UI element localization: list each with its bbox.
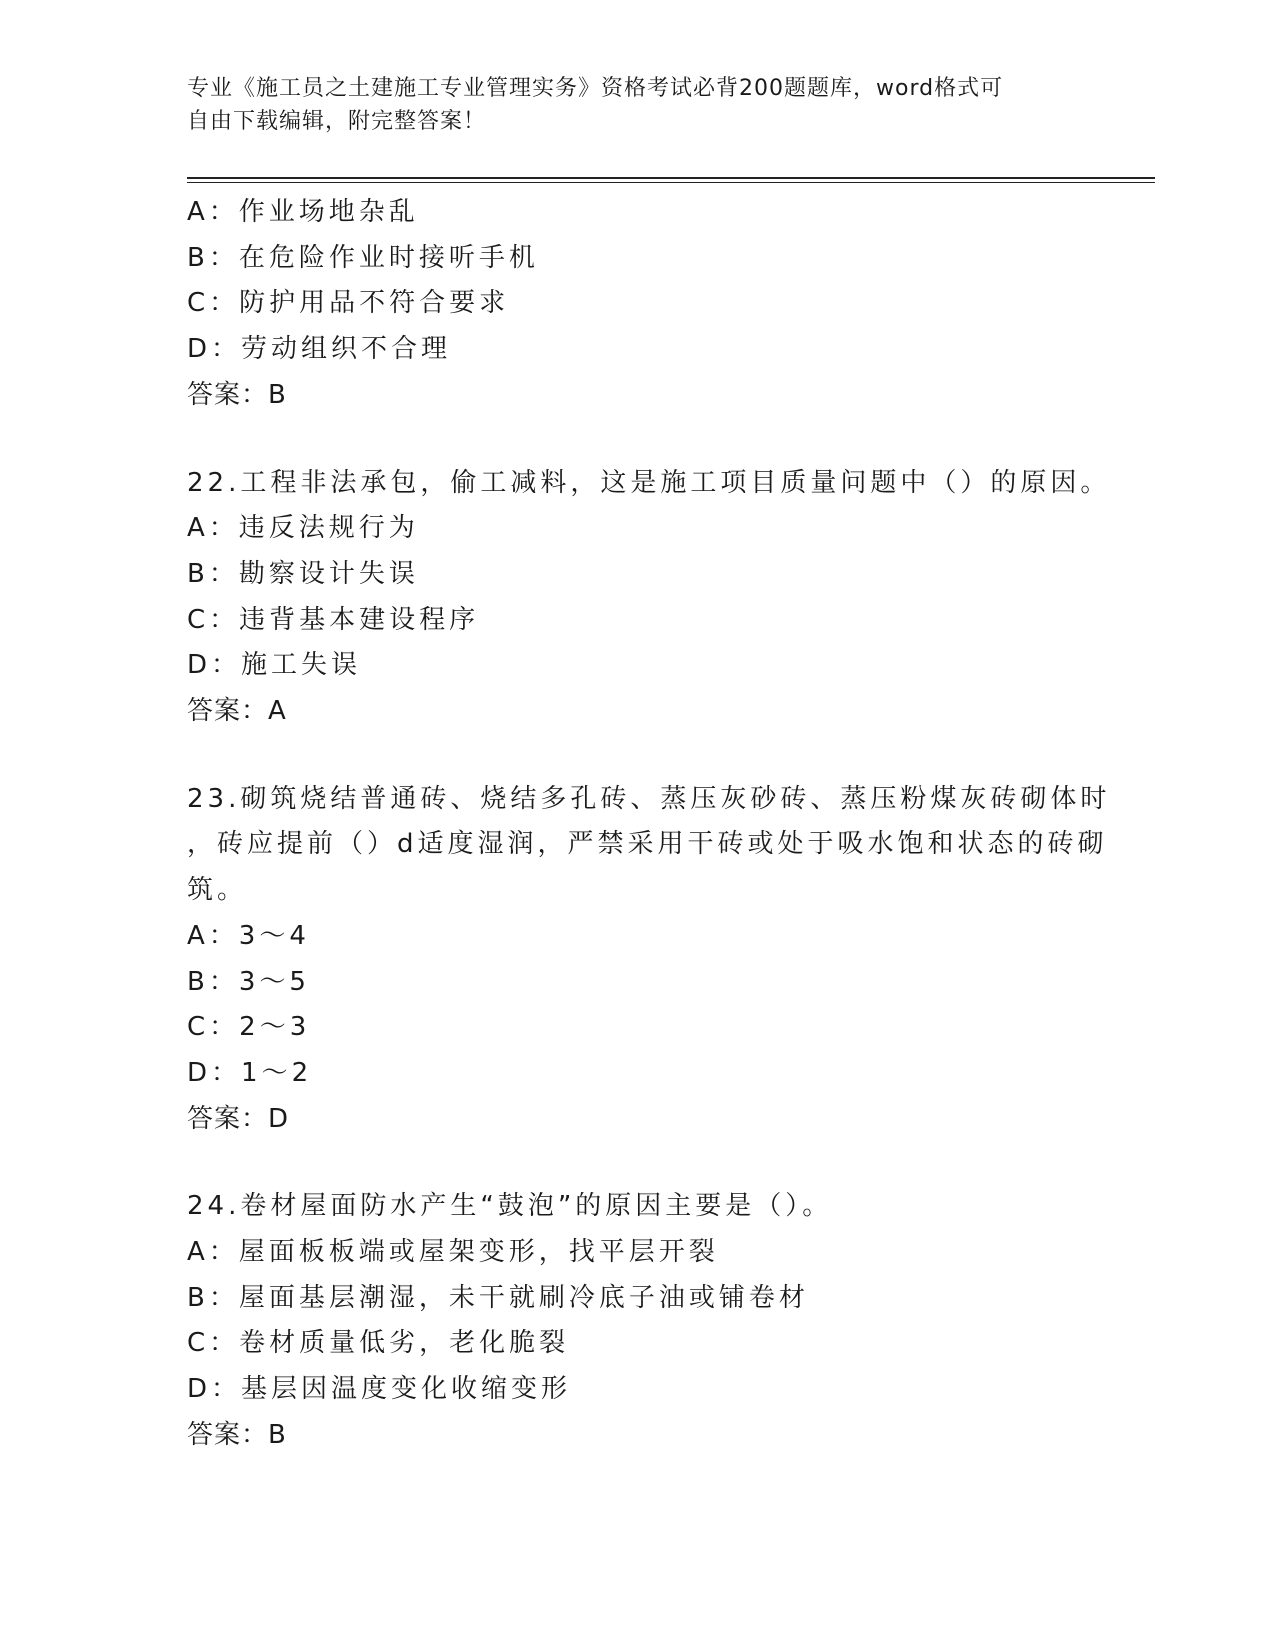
option-d: D：1～2 xyxy=(187,1057,313,1088)
spacer xyxy=(187,1142,1087,1184)
option-d: D：施工失误 xyxy=(187,650,362,681)
option-c: C：防护用品不符合要求 xyxy=(187,288,510,319)
answer-line xyxy=(187,1413,1087,1459)
page-header xyxy=(187,72,1087,138)
answer-value: A xyxy=(268,696,287,727)
answer-label: 答案： xyxy=(187,1103,269,1134)
option-a: A：3～4 xyxy=(187,920,310,951)
answer-line xyxy=(187,373,1087,419)
question-24 xyxy=(187,1184,1087,1458)
option-c: C：违背基本建设程序 xyxy=(187,604,480,635)
answer-line xyxy=(187,1097,1087,1143)
question-23 xyxy=(187,777,1111,1143)
option-a: A：屋面板板端或屋架变形，找平层开裂 xyxy=(187,1237,719,1268)
spacer xyxy=(187,419,1087,461)
answer-label: 答案： xyxy=(187,379,269,410)
option-b: B：在危险作业时接听手机 xyxy=(187,242,539,273)
option-d: D：基层因温度变化收缩变形 xyxy=(187,1374,572,1405)
answer-value: D xyxy=(268,1103,290,1134)
option-b: B：屋面基层潮湿，未干就刷冷底子油或铺卷材 xyxy=(187,1282,809,1313)
answer-label: 答案： xyxy=(187,1419,269,1450)
header-divider xyxy=(187,177,1155,183)
option-c: C：2～3 xyxy=(187,1012,311,1043)
header-line-2: 自由下载编辑，附完整答案！ xyxy=(187,109,487,134)
question-stem-line-1: 23.砌筑烧结普通砖、烧结多孔砖、蒸压灰砂砖、蒸压粉煤灰砖砌体时 xyxy=(187,783,1111,814)
question-21 xyxy=(187,190,1087,419)
option-c: C：卷材质量低劣，老化脆裂 xyxy=(187,1328,570,1359)
option-a: A：违反法规行为 xyxy=(187,513,419,544)
question-list xyxy=(187,190,1111,1459)
option-b: B：3～5 xyxy=(187,966,310,997)
answer-value: B xyxy=(268,379,287,410)
question-stem: 22.工程非法承包，偷工减料，这是施工项目质量问题中（）的原因。 xyxy=(187,467,1111,498)
question-stem-line-3: 筑。 xyxy=(187,875,248,906)
option-b: B：勘察设计失误 xyxy=(187,558,419,589)
answer-line xyxy=(187,689,1087,735)
header-line-1: 专业《施工员之土建施工专业管理实务》资格考试必背200题题库，word格式可 xyxy=(187,76,1004,101)
question-stem-line-2: ，砖应提前（）d适度湿润，严禁采用干砖或处于吸水饱和状态的砖砌 xyxy=(187,829,1108,860)
option-d: D：劳动组织不合理 xyxy=(187,334,452,365)
answer-label: 答案： xyxy=(187,696,269,727)
option-a: A：作业场地杂乱 xyxy=(187,197,419,227)
answer-value: B xyxy=(268,1419,287,1450)
question-22 xyxy=(187,461,1111,735)
question-stem: 24.卷材屋面防水产生“鼓泡”的原因主要是（）。 xyxy=(187,1191,833,1222)
spacer xyxy=(187,735,1087,777)
